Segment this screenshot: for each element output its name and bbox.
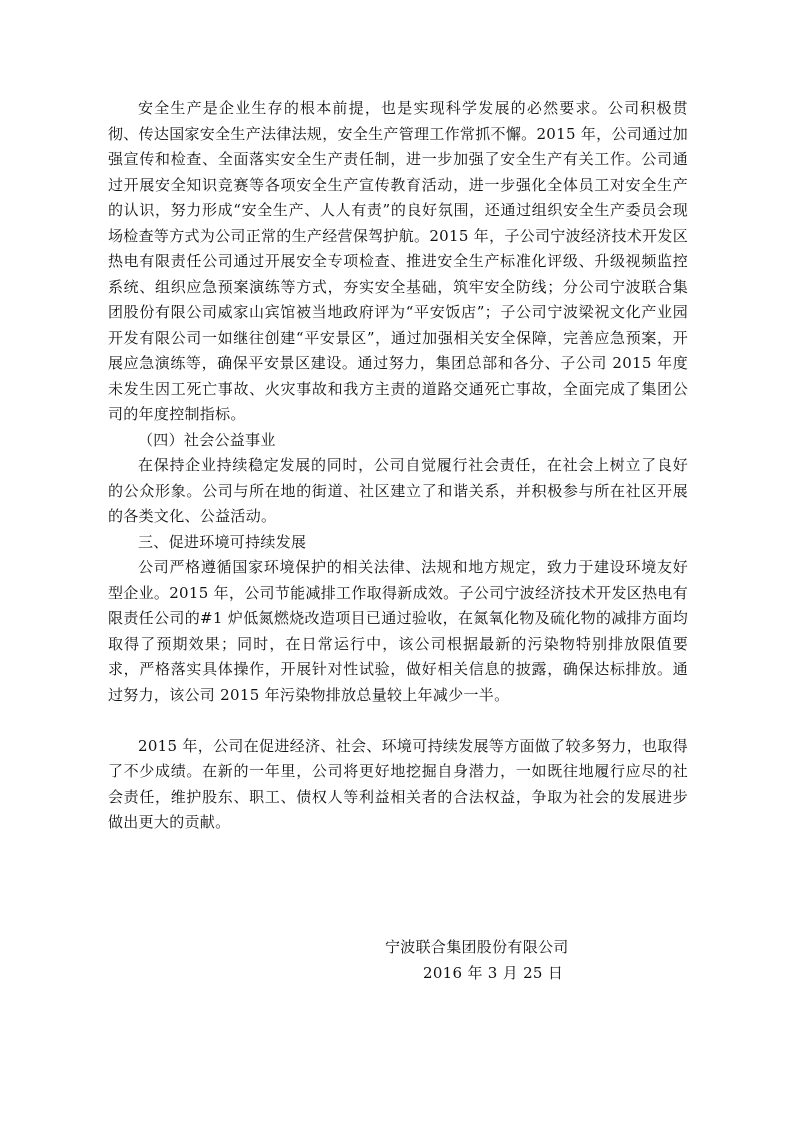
signature-date: 2016 年 3 月 25 日	[423, 964, 564, 982]
document-body	[108, 96, 688, 836]
environment-heading: 三、促进环境可持续发展	[138, 532, 307, 551]
paragraph-spacer	[108, 708, 688, 734]
public-welfare-paragraph: 在保持企业持续稳定发展的同时，公司自觉履行社会责任，在社会上树立了良好的公众形象。公司与所在地的街道、社区建立了和谐关系，并积极参与所在社区开展的各类文化、公益活动。	[108, 456, 688, 525]
signature-company: 宁波联合集团股份有限公司	[385, 938, 569, 956]
environment-paragraph: 公司严格遵循国家环境保护的相关法律、法规和地方规定，致力于建设环境友好型企业。2015 年，公司节能减排工作取得新成效。子公司宁波经济技术开发区热电有限责任公司的#1 炉低氮燃烧改造项目已通过验收，在氮氧化物及硫化物的减排方面均取得了预期效果；同时，在日常运行中，该公司根据最新的污染物特别排放限值要求，严格落实具体操作，开展针对性试验，做好相关信息的披露，确保达标排放。通过努力，该公司 2015 年污染物排放总量较上年减少一半。	[108, 558, 688, 704]
public-welfare-heading: （四）社会公益事业	[138, 430, 276, 449]
signature-block	[385, 934, 645, 986]
safety-paragraph: 安全生产是企业生存的根本前提，也是实现科学发展的必然要求。公司积极贯彻、传达国家安全生产法律法规，安全生产管理工作常抓不懈。2015 年，公司通过加强宣传和检查、全面落实安全生产责任制，进一步加强了安全生产有关工作。公司通过开展安全知识竞赛等各项安全生产宣传教育活动，进一步强化全体员工对安全生产的认识，努力形成“安全生产、人人有责”的良好氛围，还通过组织安全生产委员会现场检查等方式为公司正常的生产经营保驾护航。2015 年，子公司宁波经济技术开发区热电有限责任公司通过开展安全专项检查、推进安全生产标准化评级、升级视频监控系统、组织应急预案演练等方式，夯实安全基础，筑牢安全防线；分公司宁波联合集团股份有限公司威家山宾馆被当地政府评为“平安饭店”；子公司宁波梁祝文化产业园开发有限公司一如继往创建“平安景区”，通过加强相关安全保障，完善应急预案，开展应急演练等，确保平安景区建设。通过努力，集团总部和各分、子公司 2015 年度未发生因工死亡事故、火灾事故和我方主责的道路交通死亡事故，全面完成了集团公司的年度控制指标。	[108, 99, 688, 423]
conclusion-paragraph: 2015 年，公司在促进经济、社会、环境可持续发展等方面做了较多努力，也取得了不少成绩。在新的一年里，公司将更好地挖掘自身潜力，一如既往地履行应尽的社会责任，维护股东、职工、债权人等利益相关者的合法权益，争取为社会的发展进步做出更大的贡献。	[108, 736, 688, 831]
